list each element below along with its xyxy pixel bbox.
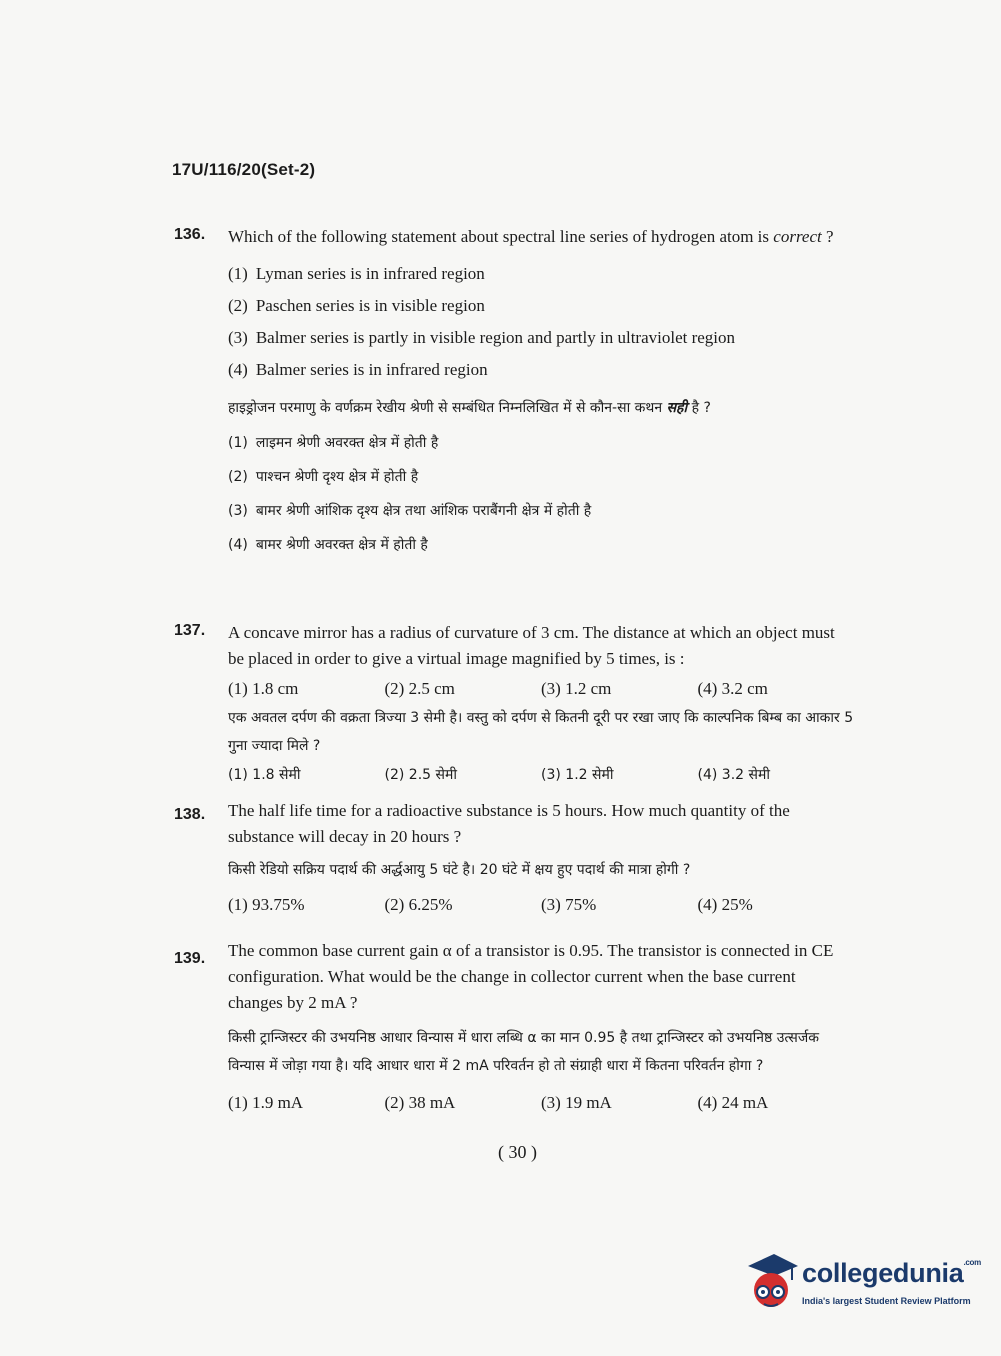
emphasis-sahi: सही	[666, 400, 688, 416]
option: (1) लाइमन श्रेणी अवरक्त क्षेत्र में होती है	[228, 435, 439, 451]
option: (3) 1.2 cm	[541, 679, 612, 698]
options	[228, 890, 854, 920]
option: (2) 38 mA	[384, 1093, 456, 1112]
options	[228, 1088, 854, 1118]
option: (1) 1.8 सेमी	[228, 767, 301, 783]
options-en	[228, 674, 854, 704]
question-text-hi: हाइड्रोजन परमाणु के वर्णक्रम रेखीय श्रेणी से सम्बंधित निम्नलिखित में से कौन-सा कथन सही है ?	[228, 400, 711, 416]
option: (3) 1.2 सेमी	[541, 767, 614, 783]
collegedunia-logo[interactable]	[742, 1248, 981, 1318]
question-136	[174, 224, 854, 562]
option: (1) 1.9 mA	[228, 1093, 304, 1112]
option: (4) 3.2 सेमी	[697, 767, 770, 783]
question-137	[174, 620, 854, 790]
option: (3) 75%	[541, 895, 597, 914]
question-number: 136.	[174, 226, 206, 243]
option: (3) बामर श्रेणी आंशिक दृश्य क्षेत्र तथा आंशिक पराबैंगनी क्षेत्र में होती है	[228, 503, 592, 519]
question-text-en: Which of the following statement about spectral line series of hydrogen atom is correct ?	[228, 227, 834, 246]
emphasis-correct: correct	[773, 227, 822, 246]
option: (4) 25%	[697, 895, 753, 914]
option: (2) Paschen series is in visible region	[228, 296, 485, 315]
logo-tagline: India's largest Student Review Platform	[802, 1296, 971, 1306]
options-hi	[228, 426, 854, 562]
question-138	[174, 798, 854, 920]
option: (3) Balmer series is partly in visible region and partly in ultraviolet region	[228, 328, 736, 347]
option: (2) 2.5 cm	[384, 679, 455, 698]
option: (2) 2.5 सेमी	[384, 767, 457, 783]
option: (2) 6.25%	[384, 895, 453, 914]
option: (3) 19 mA	[541, 1093, 612, 1112]
option: (4) 24 mA	[697, 1093, 769, 1112]
option: (1) 93.75%	[228, 895, 305, 914]
question-text-hi: किसी ट्रान्जिस्टर की उभयनिष्ठ आधार विन्यास में धारा लब्धि α का मान 0.95 है तथा ट्रान्जिस्टर को उभयनिष्ठ उत्सर्जक विन्यास में जोड़ा गया है। यदि आधार धारा में 2 mA परिवर्तन हो तो संग्राही धारा में कितना परिवर्तन होगा ?	[228, 1030, 819, 1074]
question-number: 138.	[174, 806, 206, 823]
option: (1) 1.8 cm	[228, 679, 299, 698]
option: (4) बामर श्रेणी अवरक्त क्षेत्र में होती है	[228, 537, 428, 553]
question-text-en: The common base current gain α of a transistor is 0.95. The transistor is connected in CE configuration. What would be the change in collector current when the base current changes by 2 mA ?	[228, 941, 834, 1012]
page-number: ( 30 )	[498, 1142, 537, 1162]
mascot-icon	[742, 1252, 800, 1316]
option: (4) Balmer series is in infrared region	[228, 360, 488, 379]
paper-code: 17U/116/20(Set-2)	[172, 160, 316, 179]
question-139	[174, 938, 854, 1118]
options-en	[228, 258, 854, 386]
question-text-hi: किसी रेडियो सक्रिय पदार्थ की अर्द्धआयु 5 घंटे है। 20 घंटे में क्षय हुए पदार्थ की मात्रा होगी ?	[228, 862, 691, 878]
question-number: 137.	[174, 622, 206, 639]
question-text-hi: एक अवतल दर्पण की वक्रता त्रिज्या 3 सेमी है। वस्तु को दर्पण से कितनी दूरी पर रखा जाए कि काल्पनिक बिम्ब का आकार 5 गुना ज्यादा मिले ?	[228, 710, 854, 754]
options-hi	[228, 760, 854, 790]
question-text-en: A concave mirror has a radius of curvature of 3 cm. The distance at which an object must be placed in order to give a virtual image magnified by 5 times, is :	[228, 623, 835, 668]
option: (2) पाश्चन श्रेणी दृश्य क्षेत्र में होती है	[228, 469, 419, 485]
logo-wordmark: collegedunia$^{.com}$	[802, 1258, 981, 1288]
option: (4) 3.2 cm	[697, 679, 768, 698]
question-text-en: The half life time for a radioactive substance is 5 hours. How much quantity of the substance will decay in 20 hours ?	[228, 801, 790, 846]
option: (1) Lyman series is in infrared region	[228, 264, 485, 283]
question-number: 139.	[174, 950, 206, 967]
